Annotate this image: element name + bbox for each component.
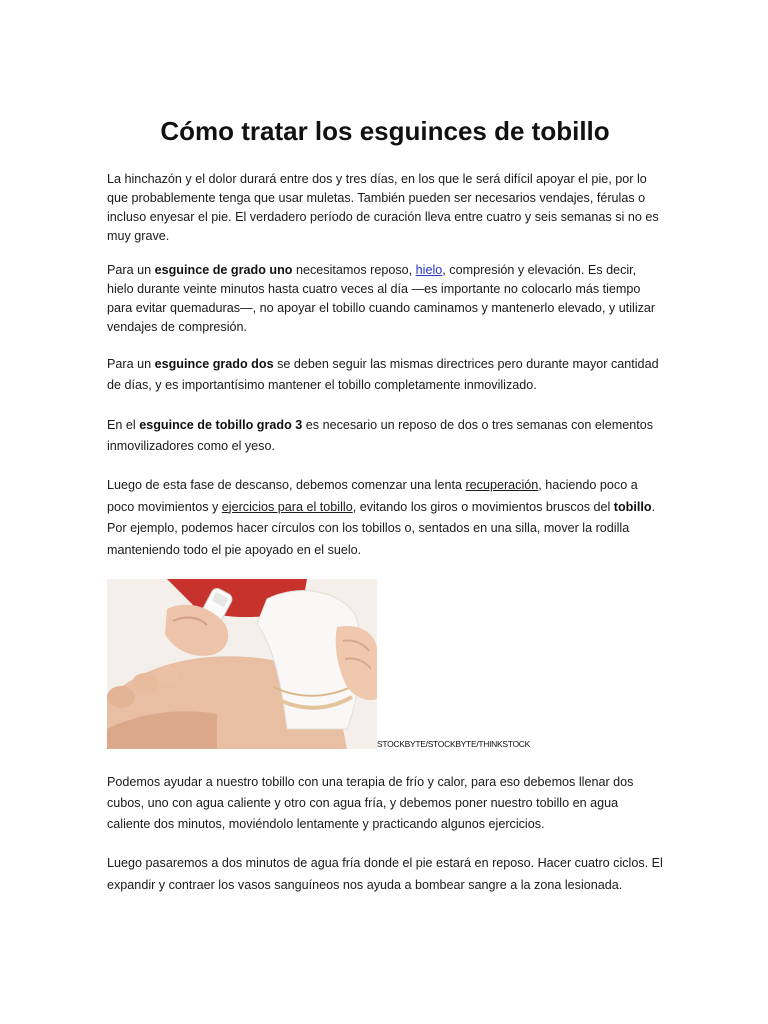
paragraph-hot-cold-therapy — [107, 772, 663, 835]
text-line: manteniendo todo el pie apoyado en el suelo. — [107, 542, 362, 557]
bold-term-grade-three: esguince de tobillo grado 3 — [139, 418, 303, 432]
article-title: Cómo tratar los esguinces de tobillo — [160, 116, 610, 146]
paragraph-cold-water-cycles — [107, 853, 663, 896]
text-segment: , compresión y elevación. Es decir, — [442, 263, 637, 277]
bold-term-grade-one: esguince de grado uno — [154, 263, 293, 277]
text-segment: poco movimientos y — [107, 499, 222, 514]
bold-term-tobillo: tobillo — [613, 499, 652, 514]
text-line: La hinchazón y el dolor durará entre dos y tres días, en los que le será difícil apoyar el pie, por lo — [107, 172, 647, 186]
text-line — [107, 497, 663, 519]
text-segment: se deben seguir las mismas directrices pero durante mayor cantidad — [273, 357, 659, 371]
paragraph-rehabilitation — [107, 475, 663, 561]
text-segment: Luego de esta fase de descanso, debemos comenzar una lenta — [107, 478, 466, 492]
text-line: Podemos ayudar a nuestro tobillo con una terapia de frío y calor, para eso debemos llenar dos — [107, 775, 634, 789]
text-line: expandir y contraer los vasos sanguíneos nos ayuda a bombear sangre a la zona lesionada. — [107, 877, 623, 892]
text-line: incluso enyesar el pie. El verdadero período de curación lleva entre cuatro y seis semanas si no es — [107, 210, 659, 224]
text-line — [107, 261, 663, 280]
text-line: caliente dos minutos, moviéndolo lentamente y practicando algunos ejercicios. — [107, 817, 545, 831]
text-segment: Para un — [107, 263, 155, 277]
text-line: que probablemente tenga que usar muletas. También pueden ser necesarios vendajes, férulas o — [107, 191, 646, 205]
text-line: Por ejemplo, podemos hacer círculos con los tobillos o, sentados en una silla, mover la rodilla — [107, 521, 630, 535]
text-segment: . — [651, 499, 656, 514]
text-line: vendajes de compresión. — [107, 320, 248, 334]
paragraph-recovery-time — [107, 170, 663, 246]
text-segment: , evitando los giros o movimientos bruscos del — [352, 499, 614, 514]
text-line: inmovilizadores como el yeso. — [107, 439, 275, 453]
link-recuperacion[interactable]: recuperación — [465, 478, 539, 492]
text-line: hielo durante veinte minutos hasta cuatro veces al día —es importante no colocarlo más tiempo — [107, 282, 641, 296]
photo-credit: STOCKBYTE/STOCKBYTE/THINKSTOCK — [377, 739, 531, 749]
text-line — [107, 475, 663, 497]
text-segment: Para un — [107, 357, 155, 371]
text-line — [107, 354, 663, 375]
ankle-bandage-illustration — [107, 579, 377, 749]
text-line: para evitar quemaduras—, no apoyar el tobillo cuando caminamos y mantenerlo elevado, y utilizar — [107, 301, 656, 315]
text-line: cubos, uno con agua caliente y otro con agua fría, y debemos poner nuestro tobillo en agua — [107, 796, 619, 810]
link-ejercicios-tobillo[interactable]: ejercicios para el tobillo — [221, 499, 353, 514]
text-line: de días, y es importantísimo mantener el tobillo completamente inmovilizado. — [107, 378, 537, 392]
text-segment: En el — [107, 418, 140, 432]
link-hielo[interactable]: hielo — [415, 263, 443, 277]
ankle-bandage-photo — [107, 579, 377, 749]
text-line: muy grave. — [107, 229, 170, 243]
text-segment: necesitamos reposo, — [292, 263, 416, 277]
text-line — [107, 415, 663, 436]
bold-term-grade-two: esguince grado dos — [154, 357, 274, 371]
text-line: Luego pasaremos a dos minutos de agua fría donde el pie estará en reposo. Hacer cuatro ciclos. El — [107, 856, 663, 870]
paragraph-grade-one — [107, 261, 663, 337]
paragraph-grade-two — [107, 354, 663, 396]
text-segment: es necesario un reposo de dos o tres semanas con elementos — [302, 418, 653, 432]
paragraph-grade-three — [107, 415, 663, 457]
text-segment: , haciendo poco a — [538, 478, 638, 492]
